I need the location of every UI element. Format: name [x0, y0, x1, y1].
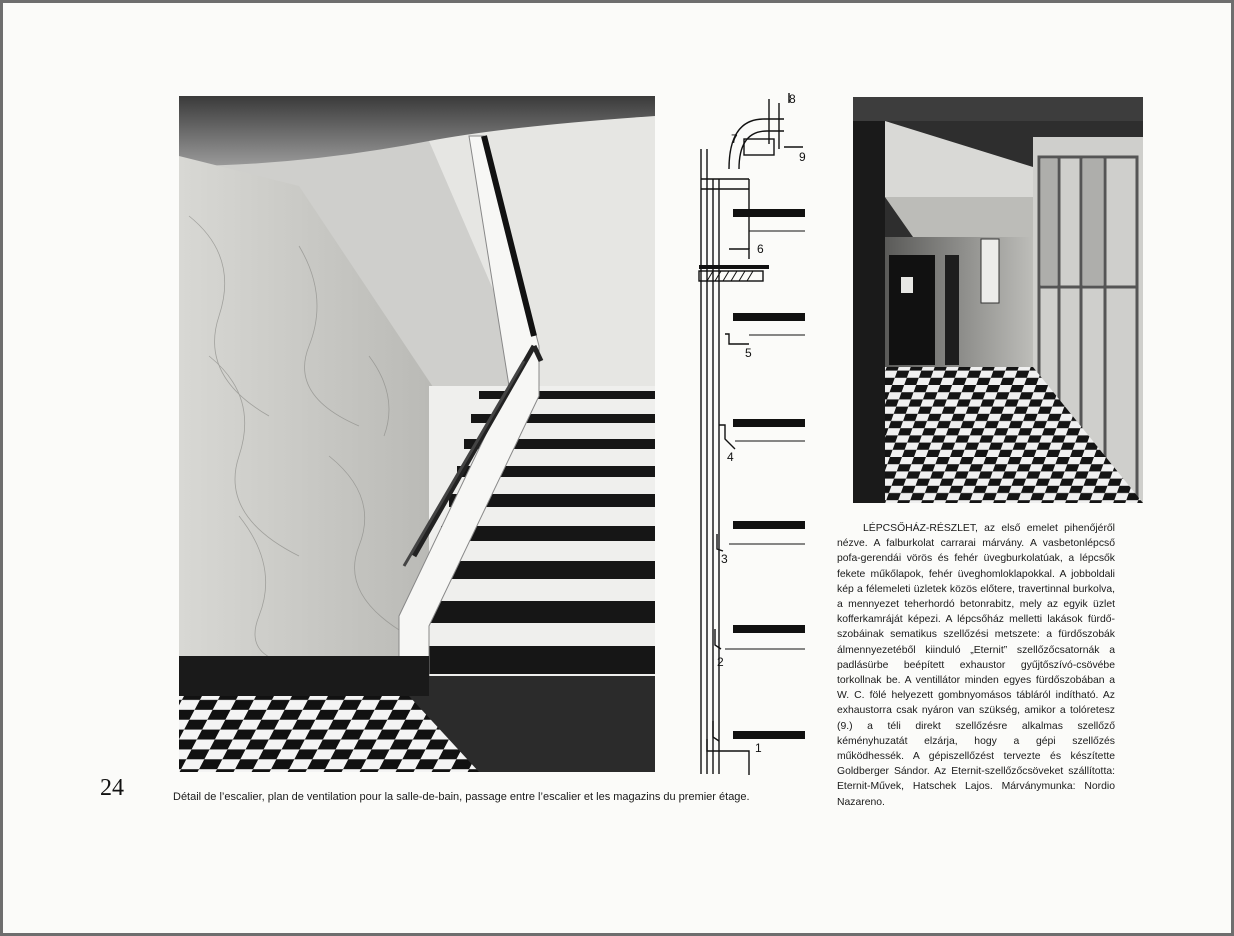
diagram-label-5: 5 [745, 346, 752, 360]
hungarian-caption: LÉPCSŐHÁZ-RÉSZLET, az első emelet pihenőjéről nézve. A falburkolat carrarai márvány. A vasbetonlépcső pofa-gerendái vörös és fehér üvegburkolatúak, a lépcsők fekete műkőlapok, fehér üveghomloklapokkal. A jobboldali kép a félemeleti üzletek közös előtere, travertinnal burkolva, a mennyezet teherhordó betonrabitz, mely az egyik üzlet kofferkamráját képezi. A lépcsőház melletti lakások fürdőszobáinak sematikus szellőzési metszete: a fürdőszobák álmennyezetéből kiinduló „Eternit” szellőzőcsatornák a padlásürbe beépített exhaustor gyűjtőszívó-csövébe torkollnak be. A ventillátor minden egyes fürdőszobában a W. C. fölé helyezett gombnyomásos tábláról indítható. Az exhaustorra csak nyáron van szükség, amikor a tolóretesz (9.) a téli direkt szellőzésre alkalmas szellőző kéményhuzatát elzárja, hogy a gépi szellőzés működhessék. A gépiszellőzést tervezte és készítette Goldberger Sándor. Az Eternit-szellőzőcsöveket szállította: Eternit-Művek, Hatschek Lajos. Márványmunka: Nordio Nazareno. [837, 523, 1115, 808]
document-page [3, 3, 1231, 933]
passage-photo [853, 97, 1143, 503]
diagram-label-4: 4 [727, 450, 734, 464]
diagram-label-1: 1 [755, 741, 762, 755]
diagram-label-3: 3 [721, 552, 728, 566]
diagram-label-7: 7 [731, 132, 738, 146]
french-caption: Détail de l’escalier, plan de ventilation pour la salle-de-bain, passage entre l’escalier et les magazins du premier étage. [173, 791, 750, 803]
diagram-label-2: 2 [717, 655, 724, 669]
diagram-label-8: 8 [789, 92, 796, 106]
ventilation-section-diagram [689, 89, 819, 775]
page-number: 24 [100, 775, 124, 801]
diagram-label-9: 9 [799, 150, 806, 164]
diagram-label-6: 6 [757, 242, 764, 256]
staircase-photo [179, 96, 655, 772]
